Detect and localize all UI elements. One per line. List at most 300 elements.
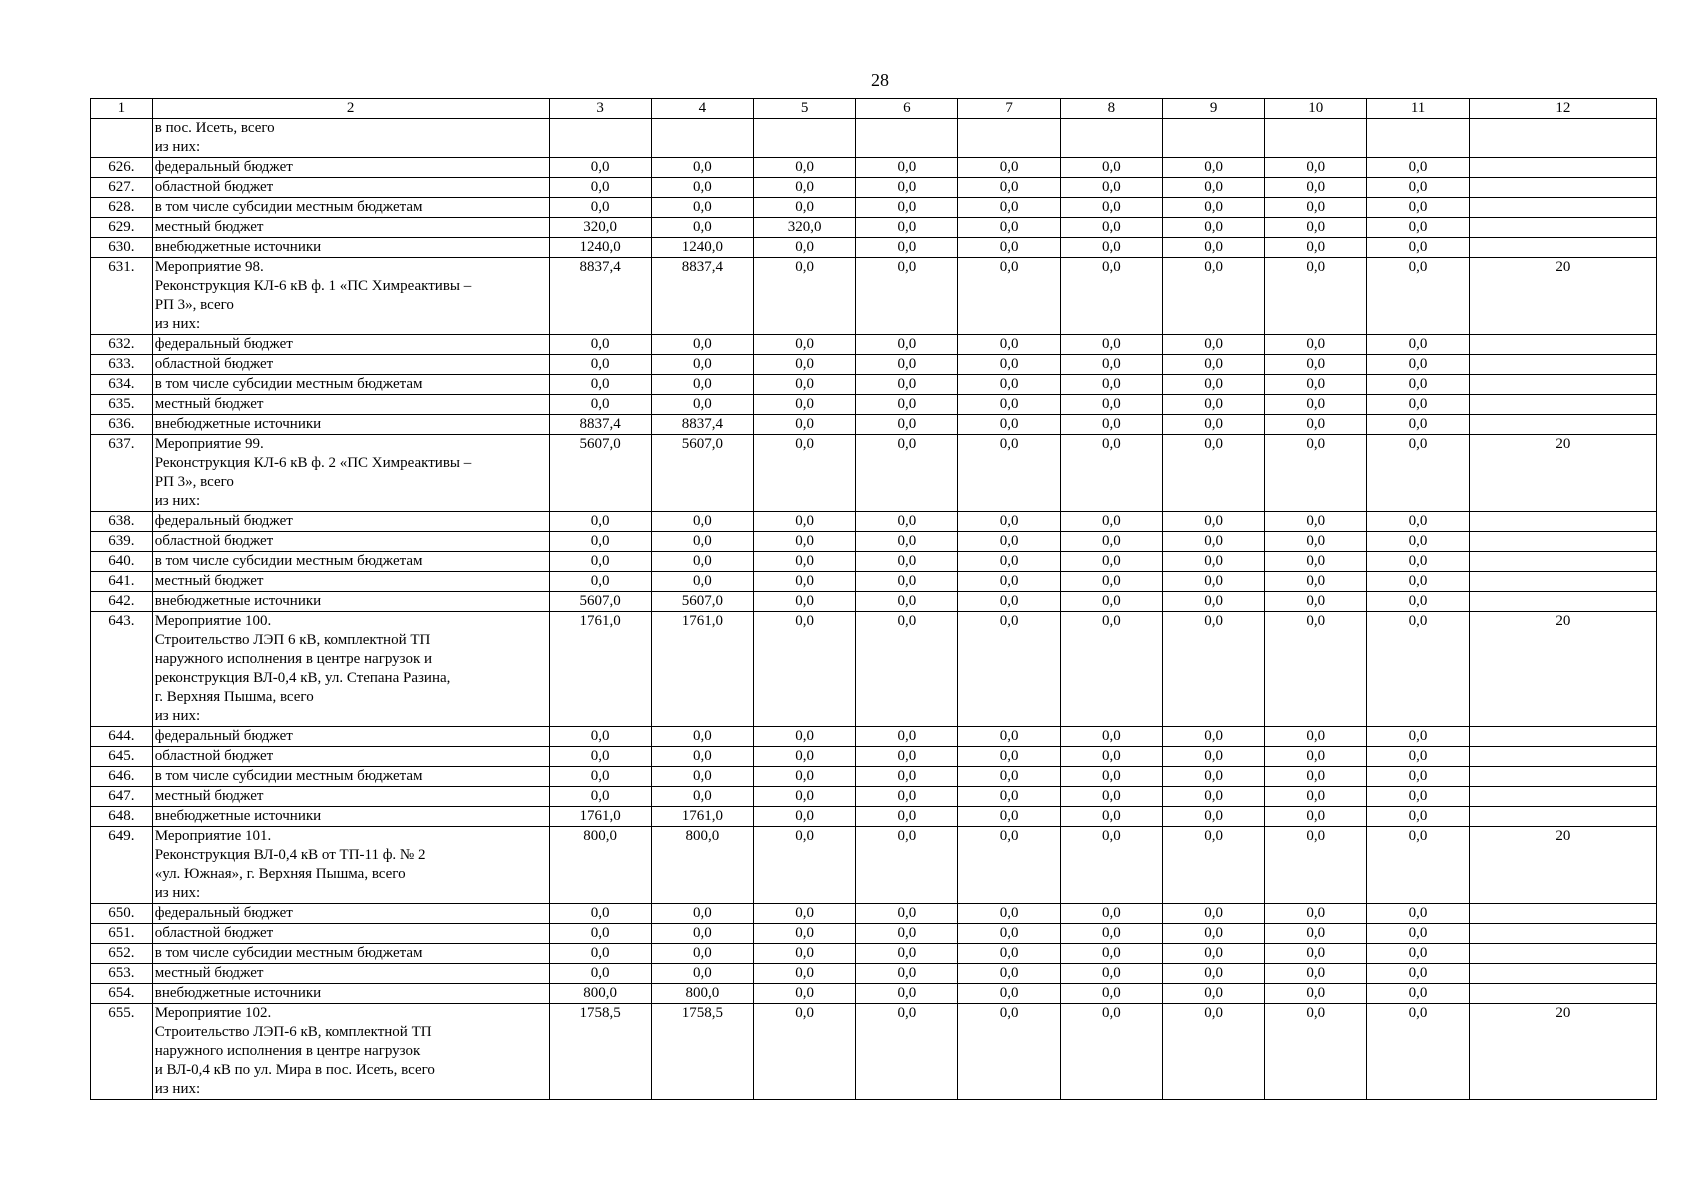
value-col-11: 0,0 bbox=[1367, 572, 1469, 592]
value-col-6: 0,0 bbox=[856, 512, 958, 532]
value-col-7: 0,0 bbox=[958, 1004, 1060, 1100]
value-col-4: 0,0 bbox=[651, 552, 753, 572]
value-col-9: 0,0 bbox=[1162, 747, 1264, 767]
row-description: Мероприятие 102. Строительство ЛЭП-6 кВ, комплектной ТП наружного исполнения в центре нагрузок и ВЛ-0,4 кВ по ул. Мира в пос. Исеть, всего из них: bbox=[152, 1004, 549, 1100]
value-col-10: 0,0 bbox=[1265, 198, 1367, 218]
value-col-7: 0,0 bbox=[958, 198, 1060, 218]
value-col-4: 0,0 bbox=[651, 512, 753, 532]
value-col-9: 0,0 bbox=[1162, 335, 1264, 355]
value-col-7: 0,0 bbox=[958, 727, 1060, 747]
value-col-8: 0,0 bbox=[1060, 727, 1162, 747]
value-col-7: 0,0 bbox=[958, 807, 1060, 827]
value-col-4: 0,0 bbox=[651, 178, 753, 198]
value-col-5: 0,0 bbox=[754, 924, 856, 944]
value-col-7: 0,0 bbox=[958, 395, 1060, 415]
value-col-3: 0,0 bbox=[549, 335, 651, 355]
value-col-6: 0,0 bbox=[856, 572, 958, 592]
value-col-8 bbox=[1060, 119, 1162, 158]
value-col-9: 0,0 bbox=[1162, 964, 1264, 984]
value-col-8: 0,0 bbox=[1060, 944, 1162, 964]
value-col-3: 5607,0 bbox=[549, 592, 651, 612]
value-col-3: 0,0 bbox=[549, 375, 651, 395]
value-col-10: 0,0 bbox=[1265, 552, 1367, 572]
value-col-9: 0,0 bbox=[1162, 1004, 1264, 1100]
value-col-8: 0,0 bbox=[1060, 218, 1162, 238]
value-col-4: 0,0 bbox=[651, 158, 753, 178]
value-col-7: 0,0 bbox=[958, 335, 1060, 355]
value-col-6: 0,0 bbox=[856, 552, 958, 572]
row-number: 651. bbox=[91, 924, 153, 944]
value-col-8: 0,0 bbox=[1060, 375, 1162, 395]
value-col-12 bbox=[1469, 335, 1656, 355]
value-col-10: 0,0 bbox=[1265, 924, 1367, 944]
value-col-5: 0,0 bbox=[754, 158, 856, 178]
value-col-6: 0,0 bbox=[856, 944, 958, 964]
table-row bbox=[91, 395, 1657, 415]
value-col-10: 0,0 bbox=[1265, 158, 1367, 178]
value-col-11: 0,0 bbox=[1367, 747, 1469, 767]
value-col-8: 0,0 bbox=[1060, 355, 1162, 375]
value-col-3: 1761,0 bbox=[549, 612, 651, 727]
value-col-11: 0,0 bbox=[1367, 355, 1469, 375]
row-number: 628. bbox=[91, 198, 153, 218]
value-col-12 bbox=[1469, 355, 1656, 375]
value-col-10: 0,0 bbox=[1265, 944, 1367, 964]
table-row bbox=[91, 572, 1657, 592]
row-number: 629. bbox=[91, 218, 153, 238]
value-col-7: 0,0 bbox=[958, 572, 1060, 592]
value-col-10: 0,0 bbox=[1265, 787, 1367, 807]
table-row bbox=[91, 415, 1657, 435]
value-col-8: 0,0 bbox=[1060, 435, 1162, 512]
value-col-3: 1761,0 bbox=[549, 807, 651, 827]
value-col-5: 0,0 bbox=[754, 984, 856, 1004]
value-col-3: 0,0 bbox=[549, 395, 651, 415]
value-col-11: 0,0 bbox=[1367, 787, 1469, 807]
value-col-6: 0,0 bbox=[856, 395, 958, 415]
value-col-6: 0,0 bbox=[856, 335, 958, 355]
value-col-5: 0,0 bbox=[754, 747, 856, 767]
value-col-7: 0,0 bbox=[958, 178, 1060, 198]
value-col-9: 0,0 bbox=[1162, 158, 1264, 178]
row-description: в том числе субсидии местным бюджетам bbox=[152, 552, 549, 572]
value-col-7: 0,0 bbox=[958, 592, 1060, 612]
value-col-8: 0,0 bbox=[1060, 572, 1162, 592]
value-col-3: 0,0 bbox=[549, 767, 651, 787]
value-col-3: 1240,0 bbox=[549, 238, 651, 258]
value-col-3: 0,0 bbox=[549, 747, 651, 767]
row-description: Мероприятие 100. Строительство ЛЭП 6 кВ, комплектной ТП наружного исполнения в центре нагрузок и реконструкция ВЛ-0,4 кВ, ул. Степана Разина, г. Верхняя Пышма, всего из них: bbox=[152, 612, 549, 727]
value-col-12 bbox=[1469, 119, 1656, 158]
value-col-5: 0,0 bbox=[754, 964, 856, 984]
value-col-8: 0,0 bbox=[1060, 395, 1162, 415]
value-col-7: 0,0 bbox=[958, 747, 1060, 767]
table-row bbox=[91, 592, 1657, 612]
row-description: внебюджетные источники bbox=[152, 807, 549, 827]
table-row bbox=[91, 787, 1657, 807]
value-col-9: 0,0 bbox=[1162, 198, 1264, 218]
value-col-8: 0,0 bbox=[1060, 238, 1162, 258]
value-col-9: 0,0 bbox=[1162, 727, 1264, 747]
value-col-6 bbox=[856, 119, 958, 158]
value-col-7: 0,0 bbox=[958, 767, 1060, 787]
value-col-5: 0,0 bbox=[754, 238, 856, 258]
value-col-4: 0,0 bbox=[651, 727, 753, 747]
value-col-7: 0,0 bbox=[958, 375, 1060, 395]
value-col-10: 0,0 bbox=[1265, 1004, 1367, 1100]
value-col-3: 0,0 bbox=[549, 904, 651, 924]
value-col-6: 0,0 bbox=[856, 727, 958, 747]
value-col-10: 0,0 bbox=[1265, 355, 1367, 375]
value-col-7: 0,0 bbox=[958, 532, 1060, 552]
column-header-3: 3 bbox=[549, 99, 651, 119]
value-col-12 bbox=[1469, 375, 1656, 395]
value-col-4: 0,0 bbox=[651, 395, 753, 415]
value-col-4: 1761,0 bbox=[651, 807, 753, 827]
value-col-3: 0,0 bbox=[549, 944, 651, 964]
row-description: Мероприятие 98. Реконструкция КЛ-6 кВ ф. 1 «ПС Химреактивы – РП 3», всего из них: bbox=[152, 258, 549, 335]
value-col-10 bbox=[1265, 119, 1367, 158]
value-col-6: 0,0 bbox=[856, 964, 958, 984]
value-col-4: 0,0 bbox=[651, 904, 753, 924]
value-col-10: 0,0 bbox=[1265, 592, 1367, 612]
value-col-10: 0,0 bbox=[1265, 238, 1367, 258]
value-col-3: 0,0 bbox=[549, 964, 651, 984]
row-description: местный бюджет bbox=[152, 964, 549, 984]
value-col-5: 0,0 bbox=[754, 727, 856, 747]
value-col-10: 0,0 bbox=[1265, 415, 1367, 435]
value-col-4: 0,0 bbox=[651, 964, 753, 984]
table-row bbox=[91, 552, 1657, 572]
value-col-5: 320,0 bbox=[754, 218, 856, 238]
value-col-8: 0,0 bbox=[1060, 512, 1162, 532]
value-col-7: 0,0 bbox=[958, 415, 1060, 435]
value-col-12 bbox=[1469, 767, 1656, 787]
row-number: 641. bbox=[91, 572, 153, 592]
column-header-2: 2 bbox=[152, 99, 549, 119]
value-col-4: 0,0 bbox=[651, 787, 753, 807]
value-col-12: 20 bbox=[1469, 1004, 1656, 1100]
value-col-4: 0,0 bbox=[651, 767, 753, 787]
row-number: 642. bbox=[91, 592, 153, 612]
value-col-12 bbox=[1469, 178, 1656, 198]
value-col-6: 0,0 bbox=[856, 807, 958, 827]
value-col-11: 0,0 bbox=[1367, 178, 1469, 198]
value-col-12 bbox=[1469, 787, 1656, 807]
value-col-8: 0,0 bbox=[1060, 904, 1162, 924]
value-col-6: 0,0 bbox=[856, 1004, 958, 1100]
value-col-10: 0,0 bbox=[1265, 827, 1367, 904]
table-row bbox=[91, 1004, 1657, 1100]
value-col-4: 0,0 bbox=[651, 355, 753, 375]
value-col-9: 0,0 bbox=[1162, 435, 1264, 512]
value-col-10: 0,0 bbox=[1265, 964, 1367, 984]
row-number: 637. bbox=[91, 435, 153, 512]
value-col-8: 0,0 bbox=[1060, 532, 1162, 552]
value-col-9: 0,0 bbox=[1162, 612, 1264, 727]
value-col-6: 0,0 bbox=[856, 198, 958, 218]
value-col-5: 0,0 bbox=[754, 612, 856, 727]
table-row bbox=[91, 119, 1657, 158]
row-description: в том числе субсидии местным бюджетам bbox=[152, 767, 549, 787]
row-description: местный бюджет bbox=[152, 572, 549, 592]
value-col-12 bbox=[1469, 238, 1656, 258]
table-row bbox=[91, 944, 1657, 964]
value-col-4: 1240,0 bbox=[651, 238, 753, 258]
value-col-7: 0,0 bbox=[958, 964, 1060, 984]
column-header-7: 7 bbox=[958, 99, 1060, 119]
value-col-11: 0,0 bbox=[1367, 435, 1469, 512]
table-row bbox=[91, 904, 1657, 924]
value-col-10: 0,0 bbox=[1265, 807, 1367, 827]
value-col-6: 0,0 bbox=[856, 238, 958, 258]
value-col-9: 0,0 bbox=[1162, 512, 1264, 532]
value-col-5: 0,0 bbox=[754, 552, 856, 572]
value-col-3: 0,0 bbox=[549, 512, 651, 532]
value-col-3: 0,0 bbox=[549, 198, 651, 218]
value-col-9: 0,0 bbox=[1162, 572, 1264, 592]
value-col-5: 0,0 bbox=[754, 415, 856, 435]
value-col-5: 0,0 bbox=[754, 572, 856, 592]
value-col-12 bbox=[1469, 218, 1656, 238]
column-header-5: 5 bbox=[754, 99, 856, 119]
value-col-6: 0,0 bbox=[856, 218, 958, 238]
value-col-9: 0,0 bbox=[1162, 218, 1264, 238]
value-col-12 bbox=[1469, 512, 1656, 532]
value-col-10: 0,0 bbox=[1265, 532, 1367, 552]
row-description: федеральный бюджет bbox=[152, 512, 549, 532]
value-col-10: 0,0 bbox=[1265, 435, 1367, 512]
table-row bbox=[91, 512, 1657, 532]
value-col-3: 0,0 bbox=[549, 158, 651, 178]
row-number: 648. bbox=[91, 807, 153, 827]
table-row bbox=[91, 198, 1657, 218]
value-col-10: 0,0 bbox=[1265, 375, 1367, 395]
value-col-4: 8837,4 bbox=[651, 415, 753, 435]
value-col-4: 1758,5 bbox=[651, 1004, 753, 1100]
value-col-6: 0,0 bbox=[856, 415, 958, 435]
value-col-3: 0,0 bbox=[549, 552, 651, 572]
value-col-8: 0,0 bbox=[1060, 415, 1162, 435]
value-col-12: 20 bbox=[1469, 827, 1656, 904]
row-number: 627. bbox=[91, 178, 153, 198]
value-col-11: 0,0 bbox=[1367, 944, 1469, 964]
table-row bbox=[91, 827, 1657, 904]
value-col-11: 0,0 bbox=[1367, 335, 1469, 355]
value-col-11: 0,0 bbox=[1367, 964, 1469, 984]
value-col-6: 0,0 bbox=[856, 178, 958, 198]
page-number: 28 bbox=[871, 70, 889, 90]
value-col-9: 0,0 bbox=[1162, 375, 1264, 395]
table-row bbox=[91, 258, 1657, 335]
value-col-10: 0,0 bbox=[1265, 218, 1367, 238]
value-col-5: 0,0 bbox=[754, 944, 856, 964]
value-col-3: 800,0 bbox=[549, 827, 651, 904]
value-col-7: 0,0 bbox=[958, 612, 1060, 727]
value-col-5: 0,0 bbox=[754, 592, 856, 612]
row-description: в том числе субсидии местным бюджетам bbox=[152, 375, 549, 395]
value-col-6: 0,0 bbox=[856, 435, 958, 512]
value-col-12: 20 bbox=[1469, 435, 1656, 512]
value-col-9: 0,0 bbox=[1162, 904, 1264, 924]
row-description: Мероприятие 99. Реконструкция КЛ-6 кВ ф. 2 «ПС Химреактивы – РП 3», всего из них: bbox=[152, 435, 549, 512]
value-col-9: 0,0 bbox=[1162, 827, 1264, 904]
row-number: 636. bbox=[91, 415, 153, 435]
row-description: Мероприятие 101. Реконструкция ВЛ-0,4 кВ от ТП-11 ф. № 2 «ул. Южная», г. Верхняя Пышма, всего из них: bbox=[152, 827, 549, 904]
value-col-4: 0,0 bbox=[651, 924, 753, 944]
value-col-9: 0,0 bbox=[1162, 807, 1264, 827]
value-col-7: 0,0 bbox=[958, 158, 1060, 178]
row-description: федеральный бюджет bbox=[152, 335, 549, 355]
value-col-3: 0,0 bbox=[549, 532, 651, 552]
row-description: областной бюджет bbox=[152, 532, 549, 552]
value-col-4 bbox=[651, 119, 753, 158]
column-header-4: 4 bbox=[651, 99, 753, 119]
value-col-11 bbox=[1367, 119, 1469, 158]
budget-table bbox=[90, 98, 1657, 1100]
value-col-4: 5607,0 bbox=[651, 592, 753, 612]
value-col-8: 0,0 bbox=[1060, 827, 1162, 904]
value-col-11: 0,0 bbox=[1367, 1004, 1469, 1100]
value-col-3 bbox=[549, 119, 651, 158]
value-col-11: 0,0 bbox=[1367, 727, 1469, 747]
row-description: в том числе субсидии местным бюджетам bbox=[152, 944, 549, 964]
value-col-7: 0,0 bbox=[958, 924, 1060, 944]
value-col-7: 0,0 bbox=[958, 355, 1060, 375]
value-col-8: 0,0 bbox=[1060, 924, 1162, 944]
value-col-6: 0,0 bbox=[856, 532, 958, 552]
row-number: 631. bbox=[91, 258, 153, 335]
value-col-12 bbox=[1469, 807, 1656, 827]
table-row bbox=[91, 612, 1657, 727]
value-col-8: 0,0 bbox=[1060, 767, 1162, 787]
value-col-12 bbox=[1469, 415, 1656, 435]
value-col-10: 0,0 bbox=[1265, 258, 1367, 335]
value-col-11: 0,0 bbox=[1367, 904, 1469, 924]
value-col-4: 0,0 bbox=[651, 335, 753, 355]
value-col-11: 0,0 bbox=[1367, 375, 1469, 395]
row-description: федеральный бюджет bbox=[152, 727, 549, 747]
value-col-7: 0,0 bbox=[958, 827, 1060, 904]
value-col-11: 0,0 bbox=[1367, 984, 1469, 1004]
value-col-3: 8837,4 bbox=[549, 415, 651, 435]
value-col-5 bbox=[754, 119, 856, 158]
value-col-6: 0,0 bbox=[856, 258, 958, 335]
value-col-6: 0,0 bbox=[856, 827, 958, 904]
row-number: 649. bbox=[91, 827, 153, 904]
value-col-5: 0,0 bbox=[754, 904, 856, 924]
value-col-7: 0,0 bbox=[958, 258, 1060, 335]
value-col-12 bbox=[1469, 395, 1656, 415]
value-col-6: 0,0 bbox=[856, 984, 958, 1004]
table-row bbox=[91, 178, 1657, 198]
value-col-6: 0,0 bbox=[856, 375, 958, 395]
value-col-8: 0,0 bbox=[1060, 198, 1162, 218]
column-header-6: 6 bbox=[856, 99, 958, 119]
row-description: внебюджетные источники bbox=[152, 592, 549, 612]
value-col-10: 0,0 bbox=[1265, 612, 1367, 727]
value-col-7: 0,0 bbox=[958, 787, 1060, 807]
value-col-10: 0,0 bbox=[1265, 904, 1367, 924]
value-col-9: 0,0 bbox=[1162, 258, 1264, 335]
value-col-4: 0,0 bbox=[651, 375, 753, 395]
table-row bbox=[91, 924, 1657, 944]
row-number: 635. bbox=[91, 395, 153, 415]
row-description: в пос. Исеть, всего из них: bbox=[152, 119, 549, 158]
row-number: 634. bbox=[91, 375, 153, 395]
value-col-7: 0,0 bbox=[958, 512, 1060, 532]
value-col-7: 0,0 bbox=[958, 218, 1060, 238]
value-col-8: 0,0 bbox=[1060, 1004, 1162, 1100]
value-col-11: 0,0 bbox=[1367, 552, 1469, 572]
column-header-1: 1 bbox=[91, 99, 153, 119]
row-description: федеральный бюджет bbox=[152, 904, 549, 924]
table-row bbox=[91, 747, 1657, 767]
value-col-12 bbox=[1469, 727, 1656, 747]
value-col-4: 0,0 bbox=[651, 218, 753, 238]
value-col-8: 0,0 bbox=[1060, 552, 1162, 572]
table-row bbox=[91, 964, 1657, 984]
row-description: местный бюджет bbox=[152, 218, 549, 238]
row-number: 645. bbox=[91, 747, 153, 767]
row-description: местный бюджет bbox=[152, 787, 549, 807]
value-col-11: 0,0 bbox=[1367, 767, 1469, 787]
value-col-11: 0,0 bbox=[1367, 258, 1469, 335]
value-col-5: 0,0 bbox=[754, 375, 856, 395]
table-row bbox=[91, 727, 1657, 747]
row-number: 652. bbox=[91, 944, 153, 964]
value-col-7: 0,0 bbox=[958, 984, 1060, 1004]
value-col-9: 0,0 bbox=[1162, 552, 1264, 572]
column-header-10: 10 bbox=[1265, 99, 1367, 119]
value-col-4: 0,0 bbox=[651, 944, 753, 964]
value-col-3: 0,0 bbox=[549, 572, 651, 592]
value-col-8: 0,0 bbox=[1060, 592, 1162, 612]
value-col-3: 8837,4 bbox=[549, 258, 651, 335]
value-col-6: 0,0 bbox=[856, 767, 958, 787]
value-col-12 bbox=[1469, 924, 1656, 944]
value-col-12 bbox=[1469, 532, 1656, 552]
value-col-11: 0,0 bbox=[1367, 415, 1469, 435]
value-col-10: 0,0 bbox=[1265, 767, 1367, 787]
table-row bbox=[91, 435, 1657, 512]
value-col-12 bbox=[1469, 572, 1656, 592]
value-col-3: 0,0 bbox=[549, 355, 651, 375]
value-col-10: 0,0 bbox=[1265, 572, 1367, 592]
table-row bbox=[91, 767, 1657, 787]
value-col-5: 0,0 bbox=[754, 827, 856, 904]
value-col-10: 0,0 bbox=[1265, 395, 1367, 415]
value-col-6: 0,0 bbox=[856, 904, 958, 924]
value-col-9: 0,0 bbox=[1162, 178, 1264, 198]
value-col-6: 0,0 bbox=[856, 612, 958, 727]
value-col-5: 0,0 bbox=[754, 395, 856, 415]
value-col-5: 0,0 bbox=[754, 435, 856, 512]
value-col-12: 20 bbox=[1469, 612, 1656, 727]
value-col-7: 0,0 bbox=[958, 904, 1060, 924]
value-col-5: 0,0 bbox=[754, 355, 856, 375]
value-col-9: 0,0 bbox=[1162, 238, 1264, 258]
row-number: 647. bbox=[91, 787, 153, 807]
row-description: внебюджетные источники bbox=[152, 415, 549, 435]
value-col-4: 8837,4 bbox=[651, 258, 753, 335]
header-row bbox=[91, 99, 1657, 119]
value-col-12 bbox=[1469, 747, 1656, 767]
row-description: внебюджетные источники bbox=[152, 238, 549, 258]
value-col-12 bbox=[1469, 158, 1656, 178]
row-number: 639. bbox=[91, 532, 153, 552]
value-col-11: 0,0 bbox=[1367, 158, 1469, 178]
